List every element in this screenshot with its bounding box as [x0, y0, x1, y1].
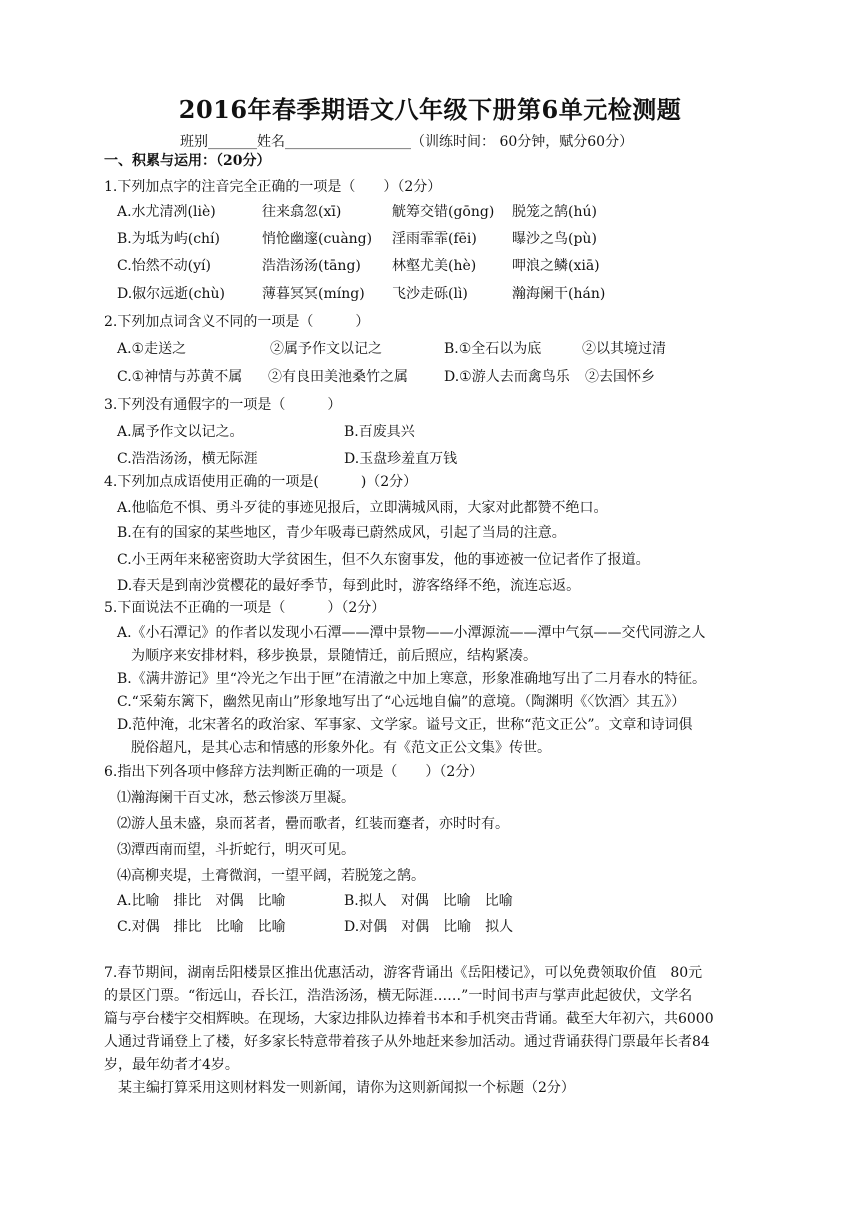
question-2-stem: 2.下列加点词含义不同的一项是（ ） [104, 314, 370, 330]
question-6-stem: 6.指出下列各项中修辞方法判断正确的一项是（ ）（2分） [104, 764, 484, 780]
q1-option-b4: 曝沙之鸟(pù) [512, 231, 597, 247]
q5-option-d-line1: D.范仲淹，北宋著名的政治家、军事家、文学家。谥号文正，世称“范文正公”。文章和诗词俱 [117, 717, 693, 733]
q1-option-a2: 往来翕忽(xī) [262, 204, 342, 220]
question-3-stem: 3.下列没有通假字的一项是（ ） [104, 397, 342, 413]
q1-option-c1: C.怡然不动(yí) [117, 258, 211, 274]
q2-option-a1: A.①走送之 [117, 341, 187, 357]
q2-option-b1: B.①全石以为底 [444, 341, 542, 357]
q1-option-b3: 淫雨霏霏(fēi) [392, 231, 477, 247]
q1-option-d1: D.俶尔远逝(chù) [117, 286, 225, 302]
q1-option-a4: 脱笼之鹄(hú) [512, 204, 597, 220]
q6-item-1: ⑴瀚海阑干百丈冰，愁云惨淡万里凝。 [117, 790, 355, 806]
q3-option-b: B.百废具兴 [344, 424, 415, 440]
q5-option-a-line1: A.《小石潭记》的作者以发现小石潭——潭中景物——小潭源流——潭中气氛——交代同游之人 [117, 625, 706, 641]
question-1-stem: 1.下列加点字的注音完全正确的一项是（ ）（2分） [104, 179, 442, 195]
q1-option-d4: 瀚海阑干(hán) [512, 286, 606, 302]
q3-option-c: C.浩浩汤汤，横无际涯 [117, 451, 258, 467]
q2-option-c2: ②有良田美池桑竹之属 [268, 369, 408, 385]
question-5-stem: 5.下面说法不正确的一项是（ ）（2分） [104, 600, 386, 616]
q4-option-c: C.小王两年来秘密资助大学贫困生，但不久东窗事发，他的事迹被一位记者作了报道。 [117, 552, 650, 568]
q4-option-b: B.在有的国家的某些地区，青少年吸毒已蔚然成风，引起了当局的注意。 [117, 525, 566, 541]
q1-option-c3: 林壑尤美(hè) [392, 258, 477, 274]
q3-option-a: A.属予作文以记之。 [117, 424, 244, 440]
q6-option-c: C.对偶 排比 比喻 比喻 [117, 919, 286, 935]
q2-option-a2: ②属予作文以记之 [270, 341, 382, 357]
question-7-line-2: 的景区门票。“衔远山，吞长江，浩浩汤汤，横无际涯……”一时间书声与掌声此起彼伏，文学名 [104, 988, 693, 1004]
q1-option-c2: 浩浩汤汤(tāng) [262, 258, 361, 274]
q1-option-b2: 悄怆幽邃(cuàng) [262, 231, 373, 247]
question-7-line-1: 7.春节期间，湖南岳阳楼景区推出优惠活动，游客背诵出《岳阳楼记》，可以免费领取价值 80元 [104, 965, 703, 981]
q2-option-d1: D.①游人去而禽鸟乐 [444, 369, 570, 385]
q6-item-3: ⑶潭西南而望，斗折蛇行，明灭可见。 [117, 842, 355, 858]
q5-option-d-line2: 脱俗超凡，是其心志和情感的形象外化。有《范文正公文集》传世。 [131, 740, 551, 756]
question-7-line-4: 人通过背诵登上了楼，好多家长特意带着孩子从外地赶来参加活动。通过背诵获得门票最年长者84 [104, 1034, 710, 1050]
q1-option-d3: 飞沙走砾(lì) [392, 286, 468, 302]
q2-option-c1: C.①神情与苏黄不属 [117, 369, 243, 385]
q1-option-d2: 薄暮冥冥(míng) [262, 286, 365, 302]
q6-item-4: ⑷高柳夹堤，土膏微润，一望平阔，若脱笼之鹄。 [117, 868, 425, 884]
q5-option-b: B.《满井游记》里“冷光之乍出于匣”在清澈之中加上寒意，形象准确地写出了二月春水的特征。 [117, 671, 707, 687]
q3-option-d: D.玉盘珍羞直万钱 [344, 451, 458, 467]
q6-option-a: A.比喻 排比 对偶 比喻 [117, 893, 286, 909]
student-info-line: 班别_______姓名__________________（训练时间： 60分钟，赋分60分） [180, 134, 634, 150]
q5-option-c: C.“采菊东篱下，幽然见南山”形象地写出了“心远地自偏”的意境。（陶渊明《〈饮酒〉其五》） [117, 694, 686, 710]
q1-option-a3: 觥筹交错(gōng) [392, 204, 495, 220]
q6-item-2: ⑵游人虽未盛，泉而茗者，罍而歌者，红装而蹇者，亦时时有。 [117, 816, 509, 832]
page-title: 2016年春季期语文八年级下册第6单元检测题 [178, 95, 682, 124]
question-7-prompt: 某主编打算采用这则材料发一则新闻，请你为这则新闻拟一个标题（2分） [118, 1080, 575, 1096]
section-heading: 一、积累与运用：（20分） [104, 153, 271, 169]
q2-option-b2: ②以其境过清 [582, 341, 666, 357]
question-7-line-3: 篇与亭台楼宇交相辉映。在现场，大家边排队边捧着书本和手机突击背诵。截至大年初六，共6000 [104, 1011, 714, 1027]
q4-option-a: A.他临危不惧、勇斗歹徒的事迹见报后，立即满城风雨，大家对此都赞不绝口。 [117, 500, 608, 516]
q2-option-d2: ②去国怀乡 [585, 369, 655, 385]
q1-option-a1: A.水尤清冽(liè) [117, 204, 216, 220]
q6-option-b: B.拟人 对偶 比喻 比喻 [344, 893, 513, 909]
q1-option-c4: 呷浪之鳞(xiā) [512, 258, 600, 274]
q4-option-d: D.春天是到南沙赏樱花的最好季节，每到此时，游客络绎不绝，流连忘返。 [117, 578, 581, 594]
question-7-line-5: 岁，最年幼者才4岁。 [104, 1057, 239, 1073]
question-4-stem: 4.下列加点成语使用正确的一项是( )（2分） [104, 474, 418, 490]
q5-option-a-line2: 为顺序来安排材料，移步换景，景随情迁，前后照应，结构紧凑。 [131, 648, 537, 664]
q6-option-d: D.对偶 对偶 比喻 拟人 [344, 919, 514, 935]
q1-option-b1: B.为坻为屿(chí) [117, 231, 220, 247]
